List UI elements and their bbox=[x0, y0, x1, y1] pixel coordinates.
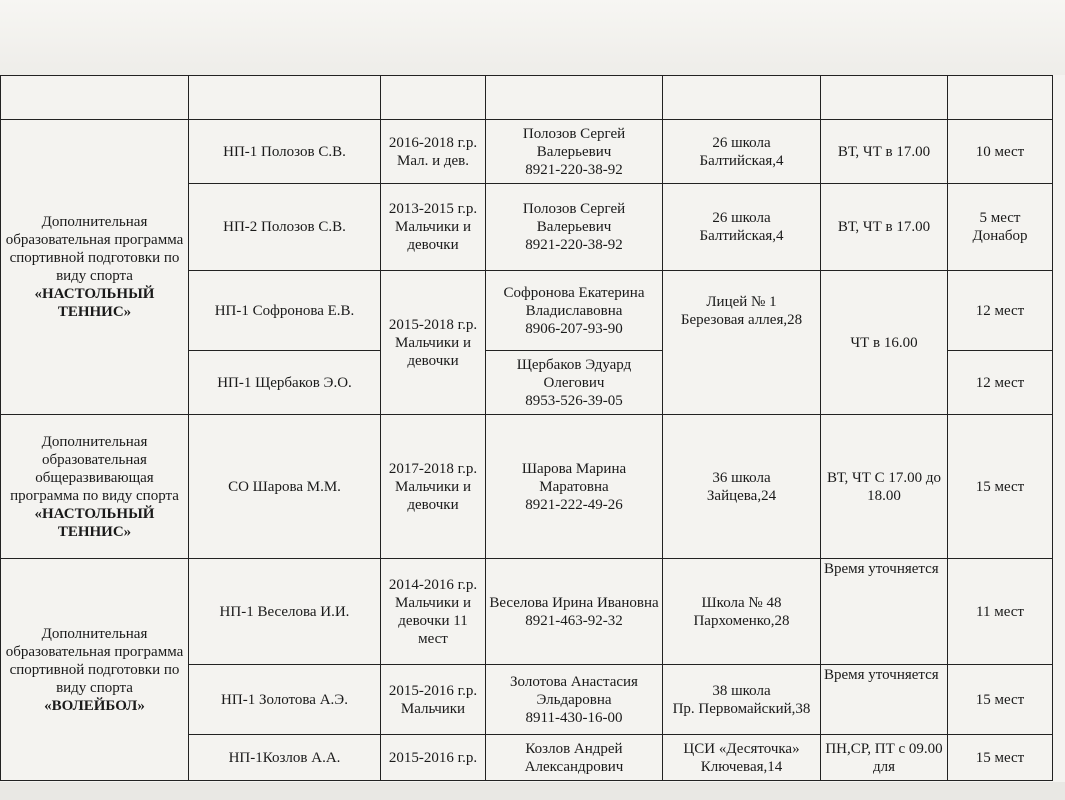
coach-phone: 8911-430-16-00 bbox=[525, 709, 623, 726]
schedule-cell: ПН,СР, ПТ с 09.00 для bbox=[821, 735, 948, 781]
location-cell bbox=[663, 120, 821, 184]
coach-cell bbox=[486, 351, 663, 415]
header-cell bbox=[381, 76, 486, 120]
years-cell bbox=[381, 271, 486, 415]
gender: Мальчики и девочки 11 мест bbox=[395, 594, 471, 647]
schedule-table bbox=[0, 75, 1053, 781]
places-cell: 11 мест bbox=[948, 559, 1053, 665]
location-name: 38 школа bbox=[712, 682, 771, 699]
birth-years: 2016-2018 г.р. bbox=[388, 134, 478, 151]
coach-name: Софронова Екатерина Владиславовна bbox=[503, 284, 645, 319]
places-cell: 12 мест bbox=[948, 351, 1053, 415]
program-cell bbox=[1, 415, 189, 559]
gender: Мальчики bbox=[400, 700, 466, 717]
coach-name: Шарова Марина Маратовна bbox=[521, 460, 627, 495]
program-sport: «НАСТОЛЬНЫЙ ТЕННИС» bbox=[34, 286, 155, 320]
coach-phone: 8921-220-38-92 bbox=[525, 161, 623, 178]
schedule-cell: Время уточняется bbox=[821, 559, 948, 665]
location-address: Балтийская,4 bbox=[699, 228, 784, 244]
years-cell: 2015-2016 г.р. bbox=[381, 735, 486, 781]
program-sport: «НАСТОЛЬНЫЙ ТЕННИС» bbox=[34, 505, 155, 540]
table-row bbox=[1, 415, 1053, 559]
location-name: 26 школа bbox=[712, 134, 771, 151]
table-row bbox=[1, 120, 1053, 184]
scan-top-margin bbox=[0, 0, 1065, 75]
group-cell: НП-1 Золотова А.Э. bbox=[189, 665, 381, 735]
location-address: Балтийская,4 bbox=[699, 152, 784, 169]
birth-years: 2015-2018 г.р. bbox=[388, 316, 478, 333]
group-cell: НП-1 Щербаков Э.О. bbox=[189, 351, 381, 415]
coach-cell bbox=[486, 271, 663, 351]
location-cell bbox=[663, 271, 821, 415]
location-name: Лицей № 1 bbox=[706, 294, 777, 310]
places-count: 5 мест bbox=[979, 210, 1021, 226]
gender: Мальчики и девочки bbox=[395, 219, 471, 253]
table-row bbox=[1, 559, 1053, 665]
coach-name: Полозов Сергей Валерьевич bbox=[522, 125, 626, 160]
schedule-cell: Время уточняется bbox=[821, 665, 948, 735]
coach-name: Золотова Анастасия Эльдаровна bbox=[510, 673, 638, 708]
places-cell bbox=[948, 184, 1053, 271]
location-name: Школа № 48 bbox=[701, 594, 782, 611]
coach-name: Щербаков Эдуард Олегович bbox=[516, 356, 632, 391]
years-cell bbox=[381, 559, 486, 665]
scan-bottom-margin bbox=[0, 782, 1065, 800]
program-text: Дополнительная образовательная программа спортивной подготовки по виду спорта bbox=[5, 625, 184, 696]
years-cell bbox=[381, 120, 486, 184]
location-address: Пархоменко,28 bbox=[693, 612, 790, 629]
header-cell bbox=[948, 76, 1053, 120]
years-cell bbox=[381, 184, 486, 271]
years-cell bbox=[381, 415, 486, 559]
places-cell: 15 мест bbox=[948, 415, 1053, 559]
coach-cell bbox=[486, 559, 663, 665]
schedule-cell: ВТ, ЧТ в 17.00 bbox=[821, 184, 948, 271]
program-text: Дополнительная образовательная общеразвивающая программа по виду спорта bbox=[10, 433, 179, 504]
location-address: Пр. Первомайский,38 bbox=[672, 700, 811, 717]
program-cell bbox=[1, 120, 189, 415]
gender: Мальчики и девочки bbox=[395, 334, 471, 369]
birth-years: 2015-2016 г.р. bbox=[388, 682, 478, 699]
group-cell: СО Шарова М.М. bbox=[189, 415, 381, 559]
schedule-cell: ВТ, ЧТ С 17.00 до 18.00 bbox=[821, 415, 948, 559]
birth-years: 2017-2018 г.р. bbox=[388, 460, 478, 477]
location-name: 26 школа bbox=[712, 210, 771, 226]
coach-name: Веселова Ирина Ивановна bbox=[489, 594, 659, 611]
places-note: Донабор bbox=[972, 228, 1028, 244]
coach-cell bbox=[486, 120, 663, 184]
coach-phone: 8921-222-49-26 bbox=[525, 496, 623, 513]
schedule-cell: ВТ, ЧТ в 17.00 bbox=[821, 120, 948, 184]
schedule-cell: ЧТ в 16.00 bbox=[821, 271, 948, 415]
location-cell bbox=[663, 735, 821, 781]
header-cell bbox=[1, 76, 189, 120]
location-name: ЦСИ «Десяточка» bbox=[683, 740, 800, 757]
gender: Мальчики и девочки bbox=[395, 478, 471, 513]
location-cell bbox=[663, 415, 821, 559]
years-cell bbox=[381, 665, 486, 735]
program-sport: «ВОЛЕЙБОЛ» bbox=[44, 697, 145, 714]
location-address: Ключевая,14 bbox=[700, 758, 783, 775]
coach-cell: Козлов Андрей Александрович bbox=[486, 735, 663, 781]
places-cell: 10 мест bbox=[948, 120, 1053, 184]
coach-name: Полозов Сергей Валерьевич bbox=[522, 201, 626, 235]
header-cell bbox=[189, 76, 381, 120]
location-address: Березовая аллея,28 bbox=[680, 312, 803, 328]
coach-phone: 8921-220-38-92 bbox=[525, 237, 623, 253]
location-cell bbox=[663, 665, 821, 735]
header-row bbox=[1, 76, 1053, 120]
group-cell: НП-1 Полозов С.В. bbox=[189, 120, 381, 184]
header-cell bbox=[821, 76, 948, 120]
program-text: Дополнительная образовательная программа спортивной подготовки по виду спорта bbox=[5, 214, 184, 284]
location-name: 36 школа bbox=[712, 469, 771, 486]
coach-phone: 8906-207-93-90 bbox=[525, 320, 623, 337]
header-cell bbox=[663, 76, 821, 120]
group-cell: НП-1 Софронова Е.В. bbox=[189, 271, 381, 351]
coach-phone: 8953-526-39-05 bbox=[525, 392, 623, 409]
group-cell: НП-2 Полозов С.В. bbox=[189, 184, 381, 271]
places-cell: 15 мест bbox=[948, 665, 1053, 735]
location-cell bbox=[663, 184, 821, 271]
birth-years: 2014-2016 г.р. bbox=[388, 576, 478, 593]
coach-phone: 8921-463-92-32 bbox=[525, 612, 623, 629]
birth-years: 2013-2015 г.р. bbox=[388, 201, 478, 217]
group-cell: НП-1 Веселова И.И. bbox=[189, 559, 381, 665]
places-cell: 15 мест bbox=[948, 735, 1053, 781]
location-cell bbox=[663, 559, 821, 665]
location-address: Зайцева,24 bbox=[706, 487, 777, 504]
group-cell: НП-1Козлов А.А. bbox=[189, 735, 381, 781]
header-cell bbox=[486, 76, 663, 120]
coach-cell bbox=[486, 184, 663, 271]
program-cell bbox=[1, 559, 189, 781]
coach-cell bbox=[486, 665, 663, 735]
places-cell: 12 мест bbox=[948, 271, 1053, 351]
gender: Мал. и дев. bbox=[396, 152, 469, 169]
coach-cell bbox=[486, 415, 663, 559]
